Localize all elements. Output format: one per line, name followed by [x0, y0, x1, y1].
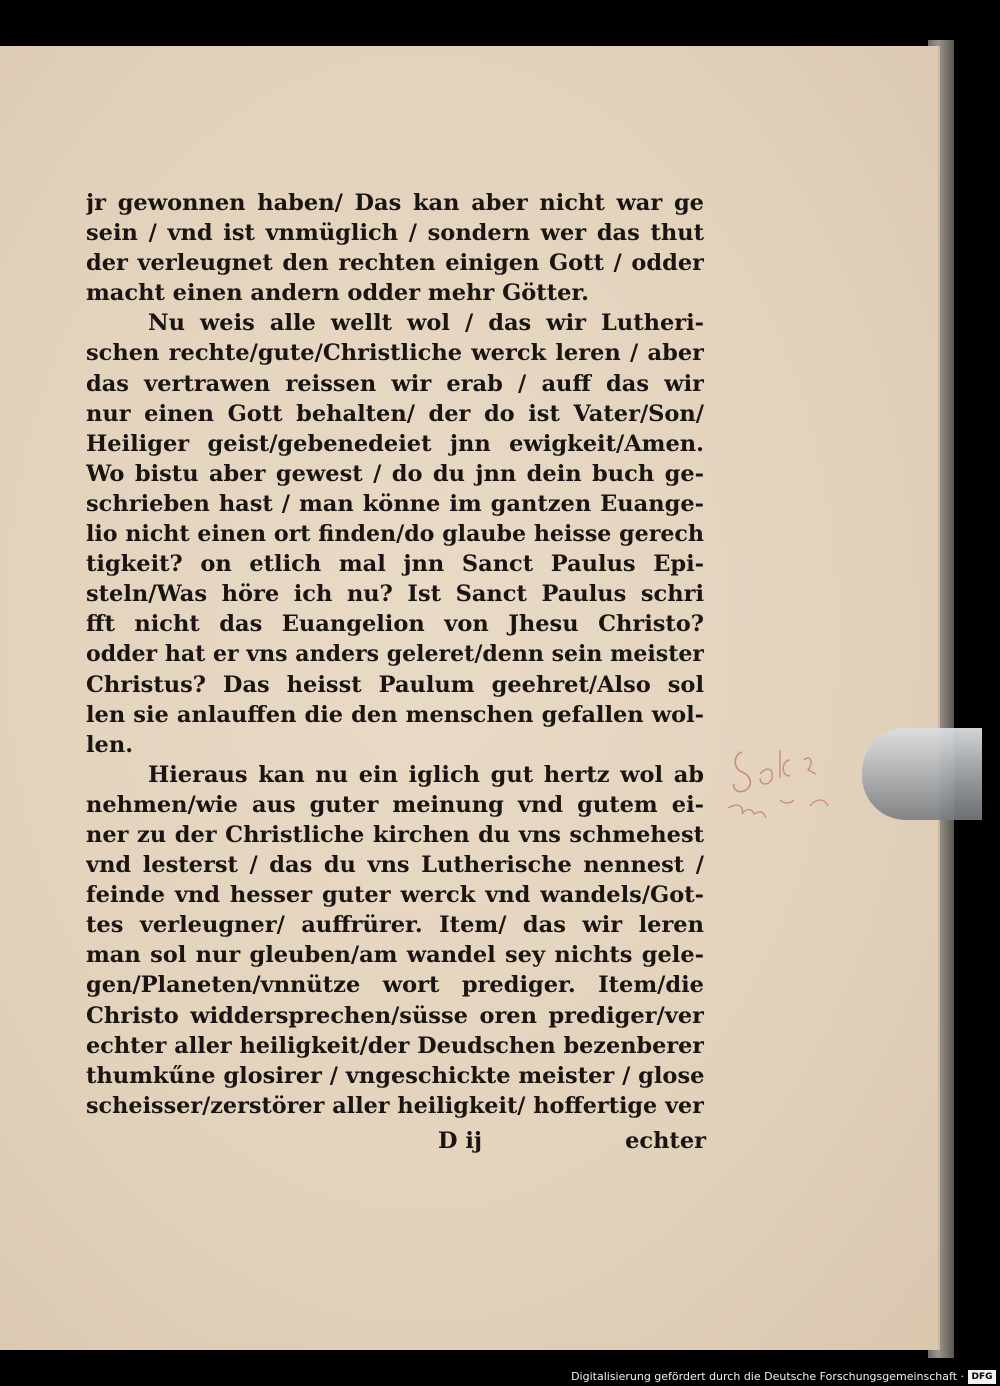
text-line-9: Heiliger geist/gebenedeiet jnn ewigkeit/Amen.: [86, 430, 704, 457]
text-line-16: odder hat er vns anders geleret/denn sein meister: [86, 641, 704, 668]
text-line-14: steln/Was höre ich nu? Ist Sanct Paulus schri: [86, 581, 704, 608]
page-footer: [438, 1128, 706, 1154]
text-line-22: ner zu der Christliche kirchen du vns schmehest: [86, 821, 704, 848]
pencil-annotation: [720, 744, 870, 834]
text-line-17: Christus? Das heisst Paulum geehret/Also sol: [86, 671, 704, 698]
text-line-29: echter aller heiligkeit/der Deudschen bezenberer: [86, 1032, 704, 1059]
credit-bar: [0, 1368, 1000, 1386]
text-line-10: Wo bistu aber gewest / do du jnn dein buch ge-: [86, 460, 704, 487]
text-line-11: schrieben hast / man könne im gantzen Euange-: [86, 490, 704, 517]
text-line-15: fft nicht das Euangelion von Jhesu Christo?: [86, 611, 704, 638]
transparent-page-holder: [862, 728, 982, 820]
book-page: [0, 46, 940, 1350]
text-line-5: Nu weis alle wellt wol / das wir Lutheri-: [148, 310, 704, 337]
text-line-12: lio nicht einen ort finden/do glaube heisse gerech: [86, 521, 704, 548]
credit-text: Digitalisierung gefördert durch die Deutsche Forschungsgemeinschaft ·: [571, 1370, 964, 1383]
text-line-30: thumkűne glosirer / vngeschickte meister / glose: [86, 1062, 704, 1089]
text-line-3: der verleugnet den rechten einigen Gott / odder: [86, 250, 704, 277]
dfg-logo: DFG: [968, 1370, 996, 1384]
text-line-7: das vertrawen reissen wir erab / auff das wir: [86, 370, 704, 397]
text-line-19: len.: [86, 731, 134, 758]
text-line-27: gen/Planeten/vnnütze wort prediger. Item/die: [86, 972, 704, 999]
text-line-21: nehmen/wie aus guter meinung vnd gutem ei-: [86, 791, 704, 818]
text-line-26: man sol nur gleuben/am wandel sey nichts gele-: [86, 942, 704, 969]
text-line-25: tes verleugner/ auffrürer. Item/ das wir leren: [86, 912, 704, 939]
signature-mark: D ij: [438, 1128, 483, 1154]
text-line-2: sein / vnd ist vnmüglich / sondern wer das thut: [86, 220, 704, 247]
text-line-6: schen rechte/gute/Christliche werck leren / aber: [86, 340, 704, 367]
catchword: echter: [625, 1128, 706, 1154]
text-line-28: Christo widdersprechen/süsse oren prediger/ver: [86, 1002, 704, 1029]
page-text-block: [86, 188, 704, 1121]
text-line-24: feinde vnd hesser guter werck vnd wandels/Got-: [86, 882, 704, 909]
text-line-1: jr gewonnen haben/ Das kan aber nicht war ge: [86, 190, 704, 216]
text-line-13: tigkeit? on etlich mal jnn Sanct Paulus Epi-: [86, 551, 704, 578]
text-line-8: nur einen Gott behalten/ der do ist Vater/Son/: [86, 400, 704, 427]
text-line-31: scheisser/zerstörer aller heiligkeit/ hoffertige ver: [86, 1092, 704, 1119]
text-line-20: Hieraus kan nu ein iglich gut hertz wol ab: [148, 761, 704, 788]
text-line-18: len sie anlauffen die den menschen gefallen wol-: [86, 701, 704, 728]
text-line-23: vnd lesterst / das du vns Lutherische nennest /: [86, 852, 704, 879]
text-line-4: macht einen andern odder mehr Götter.: [86, 280, 590, 307]
